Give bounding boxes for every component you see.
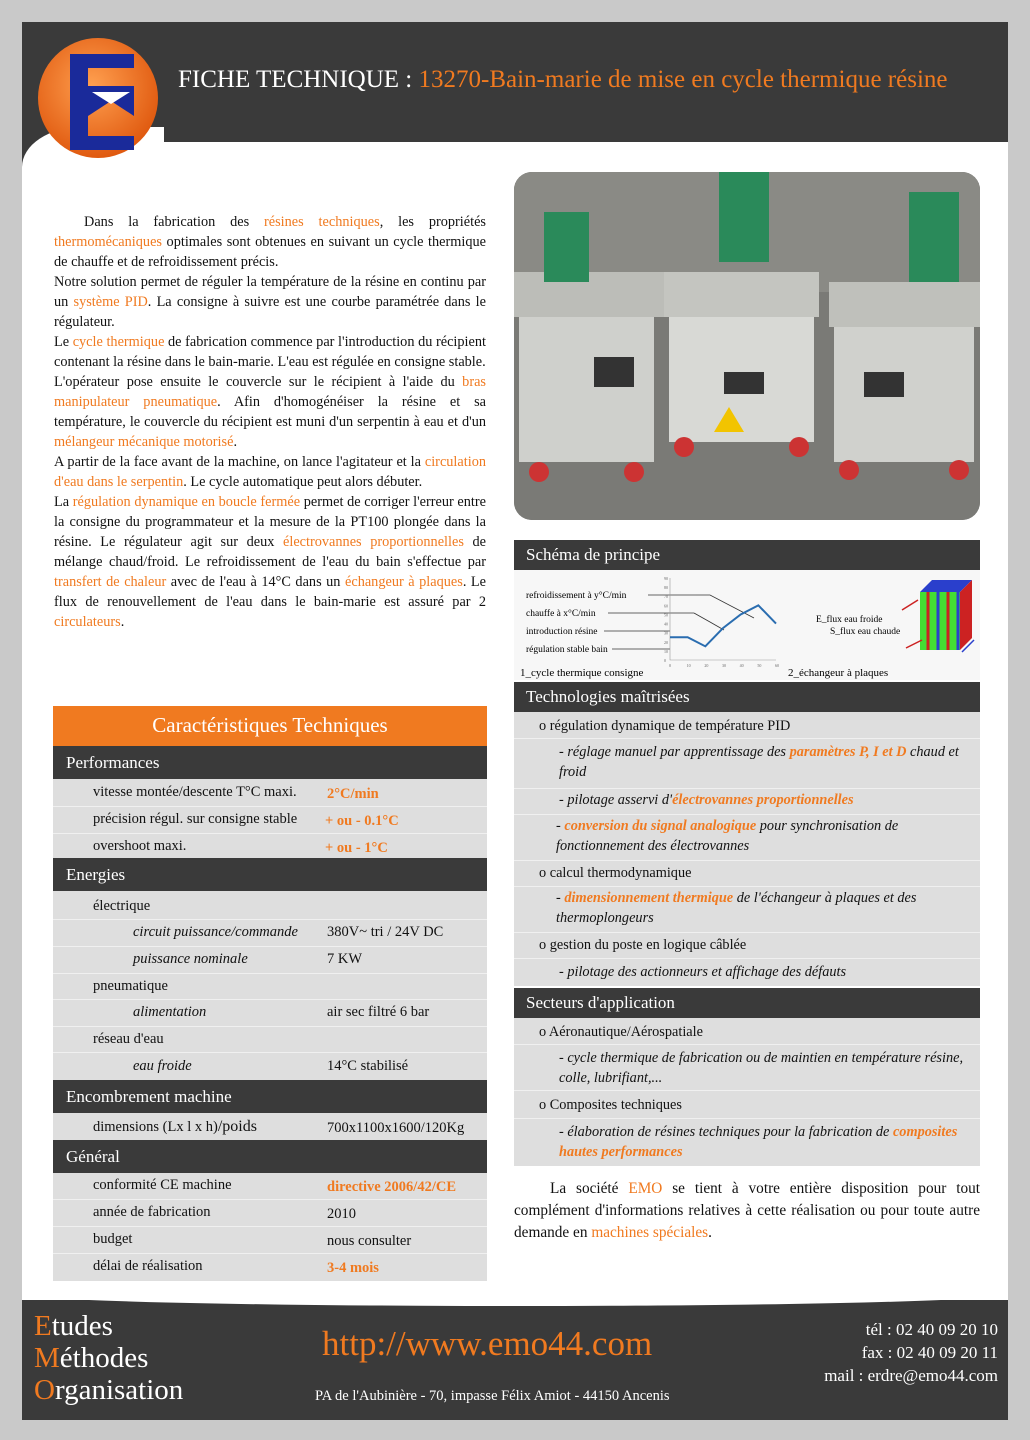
chart-ytick: 10	[664, 648, 668, 654]
spec-budget-value: nous consulter	[327, 1233, 412, 1249]
chart-axes	[670, 578, 776, 660]
chart-ytick: 50	[664, 612, 668, 618]
chart-xtick: 30	[722, 663, 726, 668]
tech-sub-thermo: - dimensionnement thermique de l'échangeur à plaques et des thermoplongeurs	[556, 890, 917, 926]
specs-size-header: Encombrement machine	[53, 1080, 487, 1113]
spec-pneumatic: pneumatique	[93, 978, 168, 994]
schema-caption-2: 2_échangeur à plaques	[788, 667, 889, 679]
chart-ytick: 90	[664, 576, 668, 581]
footer-phone: tél : 02 40 09 20 10	[865, 1320, 998, 1339]
spec-ce-value: directive 2006/42/CE	[327, 1179, 457, 1195]
spec-overshoot-value: + ou - 1°C	[325, 840, 388, 856]
spec-circuit-value: 380V~ tri / 24V DC	[327, 924, 444, 940]
spec-power-value: 7 KW	[327, 951, 363, 967]
spec-budget-label: budget	[93, 1231, 133, 1247]
spec-precision-label: précision régul. sur consigne stable	[93, 811, 298, 827]
plate-exchanger-icon	[902, 580, 974, 652]
spec-supply-label: alimentation	[133, 1004, 207, 1020]
schema-header: Schéma de principe	[514, 540, 980, 570]
tech-item-pid: o régulation dynamique de température PID	[539, 718, 791, 734]
chart-xtick: 40	[739, 663, 744, 668]
spec-ce-label: conformité CE machine	[93, 1177, 232, 1193]
schema-label-4: régulation stable bain	[526, 645, 608, 655]
chart-ytick: 30	[664, 630, 668, 636]
chart-ytick: 0	[664, 658, 666, 663]
spec-year-label: année de fabrication	[93, 1204, 211, 1220]
chart-ytick: 60	[664, 603, 668, 609]
intro-p5: A partir de la face avant de la machine, on lance l'agitateur et la circulation d'eau dans le serpentin. Le cycle automatique peut alors débuter.	[54, 454, 486, 490]
spec-power-label: puissance nominale	[133, 951, 248, 967]
specs-energy-header: Energies	[53, 858, 487, 891]
intro-p3: Le cycle thermique de fabrication commence par l'introduction du récipient contenant la résine dans le bain-marie. L'eau est régulée en consigne stable.	[54, 334, 486, 370]
sector-aero: o Aéronautique/Aérospatiale	[539, 1024, 703, 1040]
schema-sflux: S_flux eau chaude	[830, 627, 901, 637]
sector-composites-desc: - élaboration de résines techniques pour la fabrication de composites hautes performances	[559, 1124, 958, 1160]
intro-p1: Dans la fabrication des résines techniques, les propriétés thermomécaniques optimales sont obtenues en suivant un cycle thermique de chauffe et de refroidissement précis.	[54, 214, 486, 270]
spec-coldwater-label: eau froide	[133, 1058, 192, 1074]
tech-header: Technologies maîtrisées	[514, 682, 980, 712]
schema-caption-1: 1_cycle thermique consigne	[520, 667, 644, 679]
spec-supply-value: air sec filtré 6 bar	[327, 1004, 430, 1020]
chart-ytick: 40	[664, 621, 668, 627]
tech-sub-pid-1: - réglage manuel par apprentissage des paramètres P, I et D chaud et froid	[559, 744, 959, 780]
chart-ytick: 80	[664, 585, 668, 591]
chart-line-cycle	[670, 605, 776, 646]
chart-xtick: 50	[757, 663, 762, 668]
spec-speed-label: vitesse montée/descente T°C maxi.	[93, 784, 297, 800]
tech-sub-pid-2: - pilotage asservi d'électrovannes proportionnelles	[559, 792, 854, 808]
specs-general-header: Général	[53, 1140, 487, 1173]
contact-paragraph: La société EMO se tient à votre entière disposition pour tout complément d'informations relatives à cette réalisation ou pour toute autre demande en machines spéciales.	[514, 1180, 980, 1241]
chart-xtick: 10	[686, 663, 691, 668]
spec-speed-value: 2°C/min	[327, 786, 379, 802]
intro-p4: L'opérateur pose ensuite le couvercle sur le récipient à l'aide du bras manipulateur pneumatique. Afin d'homogénéiser la résine et sa température, le couvercle du récipient est muni d'un serpentin à eau et d'un mélangeur mécanique motorisé.	[54, 374, 486, 450]
sector-composites: o Composites techniques	[539, 1097, 682, 1113]
footer-contact	[824, 1318, 998, 1387]
tech-item-logic: o gestion du poste en logique câblée	[539, 937, 747, 953]
page-title: FICHE TECHNIQUE : 13270-Bain-marie de mise en cycle thermique résine	[178, 66, 948, 93]
footer-fax: fax : 02 40 09 20 11	[861, 1343, 998, 1362]
chart-xtick: 60	[775, 663, 779, 668]
footer-email[interactable]: mail : erdre@emo44.com	[824, 1366, 998, 1385]
chart-xtick: 0	[669, 663, 671, 668]
specs-title: Caractéristiques Techniques	[53, 706, 487, 746]
spec-circuit-label: circuit puissance/commande	[133, 924, 298, 940]
spec-delay-label: délai de réalisation	[93, 1258, 203, 1274]
schema-eflux: E_flux eau froide	[816, 615, 883, 625]
website-link[interactable]: http://www.emo44.com	[322, 1324, 653, 1363]
schema-panel	[514, 570, 980, 680]
chart-xtick: 20	[704, 663, 709, 668]
intro-p6: La régulation dynamique en boucle fermée permet de corriger l'erreur entre la consigne du programmateur et la mesure de la PT100 plongée dans la résine. Le régulateur agit sur deux électrovannes proportionnelles de mélange chaud/froid. Le refroidissement de l'eau du bain s'effectue par transfert de chaleur avec de l'eau à 14°C dans un échangeur à plaques. Le flux de renouvellement de l'eau dans le bain-marie est assuré par 2 circulateurs.	[54, 494, 487, 630]
tech-sub-pid-3: - conversion du signal analogique pour synchronisation de fonctionnement des électrovannes	[556, 818, 899, 854]
specs-perf-header: Performances	[53, 746, 487, 779]
page	[22, 22, 1008, 1420]
spec-water: réseau d'eau	[93, 1031, 164, 1047]
special-machines-link[interactable]: machines spéciales	[591, 1224, 709, 1241]
schema-label-2: chauffe à x°C/min	[526, 609, 596, 619]
spec-dimensions-label: dimensions (Lx l x h)/poids	[93, 1118, 257, 1135]
footer-company-name: Etudes Méthodes Organisation	[34, 1310, 184, 1406]
spec-delay-value: 3-4 mois	[327, 1260, 379, 1276]
sectors-header: Secteurs d'application	[514, 988, 980, 1018]
schema-label-3: introduction résine	[526, 627, 598, 637]
chart-ytick: 20	[664, 639, 668, 645]
footer-address: PA de l'Aubinière - 70, impasse Félix Amiot - 44150 Ancenis	[315, 1388, 670, 1404]
chart-ytick: 70	[664, 594, 668, 600]
intro-text	[54, 212, 486, 632]
emo-logo	[36, 36, 160, 160]
spec-year-value: 2010	[327, 1206, 356, 1222]
spec-dimensions-value: 700x1100x1600/120Kg	[327, 1120, 465, 1136]
tech-item-thermo: o calcul thermodynamique	[539, 865, 692, 881]
schema-label-1: refroidissement à y°C/min	[526, 591, 627, 601]
spec-electric: électrique	[93, 898, 151, 914]
spec-coldwater-value: 14°C stabilisé	[327, 1058, 409, 1074]
tech-sub-logic: - pilotage des actionneurs et affichage des défauts	[559, 964, 847, 980]
specs-panel	[53, 706, 487, 1281]
intro-p2: Notre solution permet de réguler la température de la résine en continu par un système PID. La consigne à suivre est une courbe paramétrée dans le régulateur.	[54, 274, 486, 330]
chart-ticks	[664, 576, 779, 668]
sector-aero-desc: - cycle thermique de fabrication ou de maintien en température résine, colle, lubrifiant,...	[559, 1050, 964, 1086]
spec-precision-value: + ou - 0.1°C	[325, 813, 399, 829]
chart-axis-lines	[670, 578, 776, 660]
spec-overshoot-label: overshoot maxi.	[93, 838, 187, 854]
machine-photo	[514, 172, 980, 520]
schema-diagram	[514, 570, 980, 680]
